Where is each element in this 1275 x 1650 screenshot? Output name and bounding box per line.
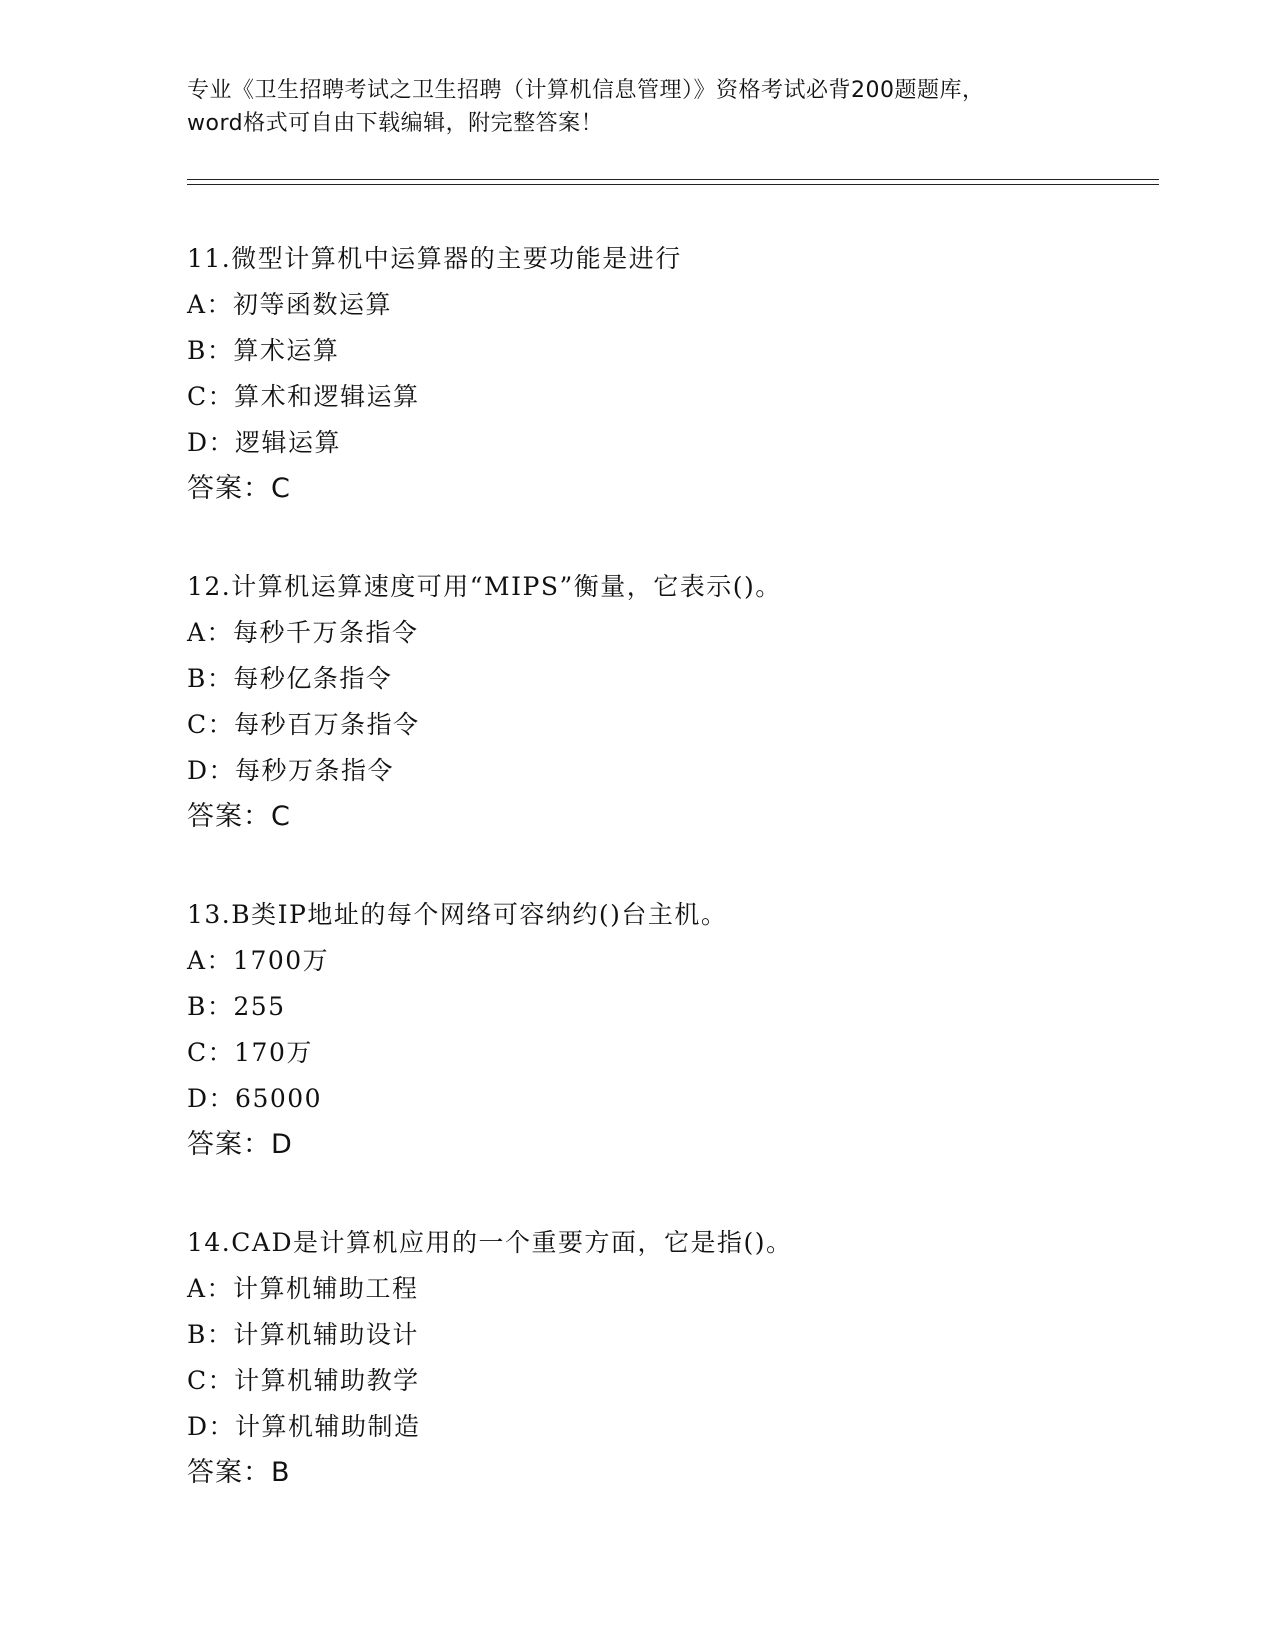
question-14	[187, 1220, 1147, 1496]
option-a: A：初等函数运算	[187, 290, 393, 319]
option-c: C：170万	[187, 1038, 313, 1067]
option-c: C：计算机辅助教学	[187, 1366, 420, 1395]
option-d: D：65000	[187, 1084, 323, 1113]
option-a: A：每秒千万条指令	[187, 618, 419, 647]
header-divider-bottom	[187, 184, 1159, 185]
question-stem: 14.CAD是计算机应用的一个重要方面，它是指()。	[187, 1228, 793, 1257]
header-line-2: word格式可自由下载编辑，附完整答案！	[187, 111, 604, 136]
answer: 答案：B	[187, 1457, 291, 1488]
answer: 答案：C	[187, 473, 291, 504]
question-stem: 13.B类IP地址的每个网络可容纳约()台主机。	[187, 900, 728, 929]
question-12	[187, 564, 1147, 840]
option-d: D：每秒万条指令	[187, 756, 395, 785]
option-c: C：每秒百万条指令	[187, 710, 420, 739]
option-c: C：算术和逻辑运算	[187, 382, 420, 411]
document-header	[187, 74, 1087, 140]
answer: 答案：D	[187, 1129, 293, 1160]
header-line-1: 专业《卫生招聘考试之卫生招聘（计算机信息管理）》资格考试必背200题题库，	[187, 78, 985, 103]
option-b: B：算术运算	[187, 336, 340, 365]
option-a: A：1700万	[187, 946, 330, 975]
question-11	[187, 236, 1147, 512]
option-d: D：计算机辅助制造	[187, 1412, 421, 1441]
option-b: B：每秒亿条指令	[187, 664, 393, 693]
option-a: A：计算机辅助工程	[187, 1274, 419, 1303]
question-list	[187, 236, 1147, 1548]
option-b: B：255	[187, 992, 286, 1021]
option-b: B：计算机辅助设计	[187, 1320, 419, 1349]
question-stem: 11.微型计算机中运算器的主要功能是进行	[187, 244, 682, 273]
question-13	[187, 892, 1147, 1168]
header-divider-top	[187, 179, 1159, 180]
option-d: D：逻辑运算	[187, 428, 342, 457]
question-stem: 12.计算机运算速度可用“MIPS”衡量，它表示()。	[187, 572, 782, 601]
answer: 答案：C	[187, 801, 291, 832]
